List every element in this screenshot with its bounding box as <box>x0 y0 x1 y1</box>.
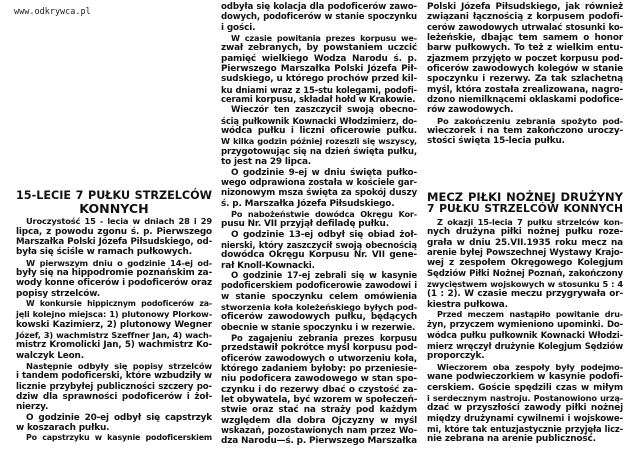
text-line: w stanie spoczynku celem omówienia <box>221 291 417 302</box>
article-heading-mecz <box>427 191 623 216</box>
text-line: ku dniami wraz z 15-stu kolegami, podofi- <box>221 84 417 95</box>
text-line: Wieczór ten zaszczycił swoją obecno- <box>231 105 417 116</box>
text-line: i gości. <box>221 22 256 33</box>
text-line: lipca, z powodu zgonu ś. p. Pierwszego <box>16 226 212 237</box>
text-line: dzono niemilknącemi oklaskami podofice- <box>427 95 623 106</box>
text-line: W kilka godzin później rozeszli się wszyscy, <box>221 136 417 147</box>
text-line: pusu Nr. VII przyjął defiladę pułku. <box>221 219 389 230</box>
text-line: Po capstrzyku w kasynie podoficerskiem <box>26 433 212 443</box>
article-body <box>16 216 212 444</box>
text-line: stwie oraz stać na straży pod każdym <box>221 405 417 416</box>
text-line: arenie byłej Powszechnej Wystawy Krajo- <box>427 248 623 259</box>
text-line: rał Knoll-Kownacki. <box>221 260 315 271</box>
text-line: kiestra pułkowa. <box>427 299 508 310</box>
text-line: cerami korpusu, składał hołd w Krakowie. <box>221 95 416 106</box>
text-line: W konkursie hippicznym podoficerów za- <box>26 298 212 308</box>
text-line: Z okazji 15-lecia 7 pułku strzelców kon- <box>437 217 623 227</box>
text-line: mi, które tak entuzjastycznie przyjęła licz- <box>427 423 623 434</box>
text-line: dza Narodu—ś. p. Pierwszego Marszałka <box>221 436 418 447</box>
text-line: mistrz Kromolicki Jan, 5) wachmistrz Ko- <box>16 340 212 351</box>
text-line: nierski, który zaszczycił swoją obecnością <box>221 239 417 250</box>
text-line: Po nabożeństwie dowódca Okręgu Kor- <box>231 208 417 219</box>
text-line: Polski Józefa Piłsudskiego, jak również <box>427 2 623 12</box>
text-line: W czasie powitania prezes korpusu we- <box>231 33 417 44</box>
text-line: O godzinie 13-ej odbył się obiad żoł- <box>231 229 417 240</box>
text-line: rów zawodowych. <box>427 105 514 116</box>
text-line: zwał zebranych, by powstaniem uczcić <box>221 43 417 54</box>
heading-line: KONNYCH <box>79 200 149 216</box>
text-line: Sędziów Piłki Nożnej Poznań, zakończony <box>427 268 623 279</box>
text-line: dowódca Okręgu Korpusu Nr. VII gene- <box>221 250 417 261</box>
text-line: odbyła się kolacja dla podoficerów zawo- <box>221 2 417 12</box>
text-line: nizonowym msza święta za spokój duszy <box>221 188 417 199</box>
watermark: www.odkrywca.pl <box>14 7 91 17</box>
text-line: żyn, przyczem wymieniono upominki. Do- <box>427 320 623 331</box>
text-line: nych drużyna piłki nożnej pułku roze- <box>427 227 623 238</box>
text-line: wody konne oficerów i podoficerów oraz <box>16 278 212 289</box>
article-body <box>221 2 417 447</box>
text-line: wego odprawiona została w kościele gar- <box>221 177 417 188</box>
text-line: to jest na 29 lipca. <box>221 157 312 168</box>
text-line: ś. p. Marszałka Józefa Piłsudskiego. <box>221 198 395 209</box>
text-line: zwycięstwem wojskowych w stosunku 5 : 4 <box>427 279 623 290</box>
text-line: cerskiem. Goście spędzili czas w miłym <box>427 382 623 393</box>
text-line: spoczynku i rezerwy. Za tak szlachetną <box>427 74 623 85</box>
text-line: let obywatela, być wzorem w społeczeń- <box>221 395 418 406</box>
text-line: w koszarach pułku. <box>16 423 110 434</box>
text-line: dowych, podoficerów w stanie spoczynku <box>221 12 417 23</box>
text-line: Następnie odbyły się popisy strzelców <box>26 361 212 371</box>
text-line: leżeńskie, dbając tem samem o honor <box>427 33 623 44</box>
text-line: Po zakończeniu zebrania spożyto pod- <box>437 115 623 126</box>
text-line: zjazmem przyjęto w poczet korpusu pod- <box>427 53 623 64</box>
text-line: dziw dla sprawności podoficerów i żoł- <box>16 392 212 403</box>
text-line: Marszałka Polski Józefa Piłsudskiego, od- <box>16 236 212 247</box>
text-line: oficerów zawodowych pułku, będących <box>221 312 417 323</box>
text-line: Wieczorem oba zespoły były podejmo- <box>437 361 623 372</box>
text-line: O godzinie 17-ej zebrali się w kasynie <box>231 270 417 281</box>
middle-column <box>221 2 417 447</box>
text-line: związani łącznością z korpusem podofi- <box>427 12 623 23</box>
text-line: (1 : 2). W czasie meczu przygrywała or- <box>427 289 623 300</box>
text-line: stości święta 15-lecia pułku. <box>427 136 565 147</box>
text-line: względem dla dobra Ojczyzny w myśl <box>221 415 417 426</box>
text-line: popisy strzelców. <box>16 288 100 299</box>
text-line: oficerów zawodowych o utworzeniu koła, <box>221 353 417 364</box>
text-line: podoficerskiem podoficerowie zawodowi i <box>221 281 417 292</box>
text-line: nie zebrana na arenie publiczność. <box>427 434 596 445</box>
article-body <box>427 2 623 147</box>
text-line: między drużynami cywilnemi i wojskowe- <box>427 413 623 424</box>
text-line: pamięć wielkiego Wodza Narodu ś. p. <box>221 53 417 64</box>
text-line: O godzinie 9-ej w dniu święta pułko- <box>231 167 417 178</box>
text-line: były się na hippodromie poznańskim za- <box>16 267 212 278</box>
text-line: wieczorek i na tem zakończono uroczy- <box>427 126 623 137</box>
text-line: O godzinie 20-ej odbył się capstrzyk <box>26 412 212 423</box>
text-line: obecnie w stanie spoczynku i w rezerwie. <box>221 322 416 333</box>
text-line: barw pułkowych. To też z wielkim entu- <box>427 43 623 54</box>
heading-line: 15-LECIE 7 PUŁKU STRZELCÓW <box>16 189 212 202</box>
text-line: wane podwieczorkiem w kasynie podofi- <box>427 372 623 383</box>
text-line: grała w dniu 25.VII.1935 roku mecz na <box>427 237 623 248</box>
text-line: jęli kolejno miejsca: 1) plutonowy Plorkow- <box>16 309 212 320</box>
left-column <box>16 190 212 444</box>
text-line: wskazań, pozostawionych nam przez Wo- <box>221 426 417 437</box>
text-line: Po zagajeniu zebrania prezes korpusu <box>231 333 417 343</box>
text-line: W pierwszym dniu o godzinie 14-ej od- <box>26 257 212 268</box>
text-line: walczyk Leon. <box>16 350 84 361</box>
text-line: była się ściśle w ramach pułkowych. <box>16 247 192 258</box>
text-line: sudskiego, u którego prochów przed kil- <box>221 74 417 85</box>
text-line: myśl, która została zrealizowana, nagro- <box>427 84 623 95</box>
text-line: wej z zespołem Okręgowego Kolegjum <box>427 258 623 269</box>
text-line: stworzenia koła koleżeńskiego byłych pod- <box>221 301 417 312</box>
article-heading-15-lecie <box>16 190 212 215</box>
text-line: licznie przybyłej publiczności szczery po- <box>16 381 212 392</box>
text-line: wódca pułku i liczni oficerowie pułku. <box>221 126 417 137</box>
text-line: nierzy. <box>16 402 49 413</box>
heading-line: 7 PUŁKU STRZELCÓW KONNYCH <box>427 202 623 216</box>
right-column <box>427 2 623 445</box>
text-line: przygotowując się na dzień święta pułku, <box>221 146 417 157</box>
text-line: czynku i do rezerwy dbać o czystość za- <box>221 384 417 395</box>
text-line: Przed meczem nastąpiło powitanie dru- <box>437 310 623 320</box>
heading-line: MECZ PIŁKI NOŻNEJ DRUŻYNY <box>427 189 623 204</box>
text-line: i serdecznym nastroju. Postanowiono urzą- <box>427 392 623 403</box>
text-line: kowski Kazimierz, 2) plutonowy Wegner <box>16 319 212 330</box>
text-line: wódca pułku pułkownik Kownacki Włodzi- <box>427 330 623 341</box>
text-line: dzać w przyszłości zawody piłki nożnej <box>427 403 623 414</box>
article-body <box>427 217 623 445</box>
text-line: przedstawił pokrótce myśl korpusu pod- <box>221 343 417 354</box>
text-line: Uroczystość 15 - lecia w dniach 28 i 29 <box>26 216 212 227</box>
text-line: oficerów zawodowych kolegów w stanie <box>427 64 623 75</box>
text-line: proporczyk. <box>427 351 485 362</box>
text-line: ścią pułkownik Kownacki Włodzimierz, do- <box>221 115 417 126</box>
text-line: którego zadaniem byłoby: po przeniesie- <box>221 364 417 375</box>
text-line: i tandem podoficerski, które wzbudziły w <box>16 371 212 382</box>
text-line: mierz wręczył drużynie Kolegjum Sędziów <box>427 341 623 352</box>
text-line: Józef, 3) wachmistrz Szeffner Jan, 4) wach- <box>16 329 212 340</box>
text-line: cerów zawodowych utrwalać stosunki ko- <box>427 22 623 33</box>
text-line: niu podoficera zawodowego w stan spo- <box>221 374 417 385</box>
text-line: Pierwszego Marszałka Polski Józefa Pił- <box>221 64 417 75</box>
